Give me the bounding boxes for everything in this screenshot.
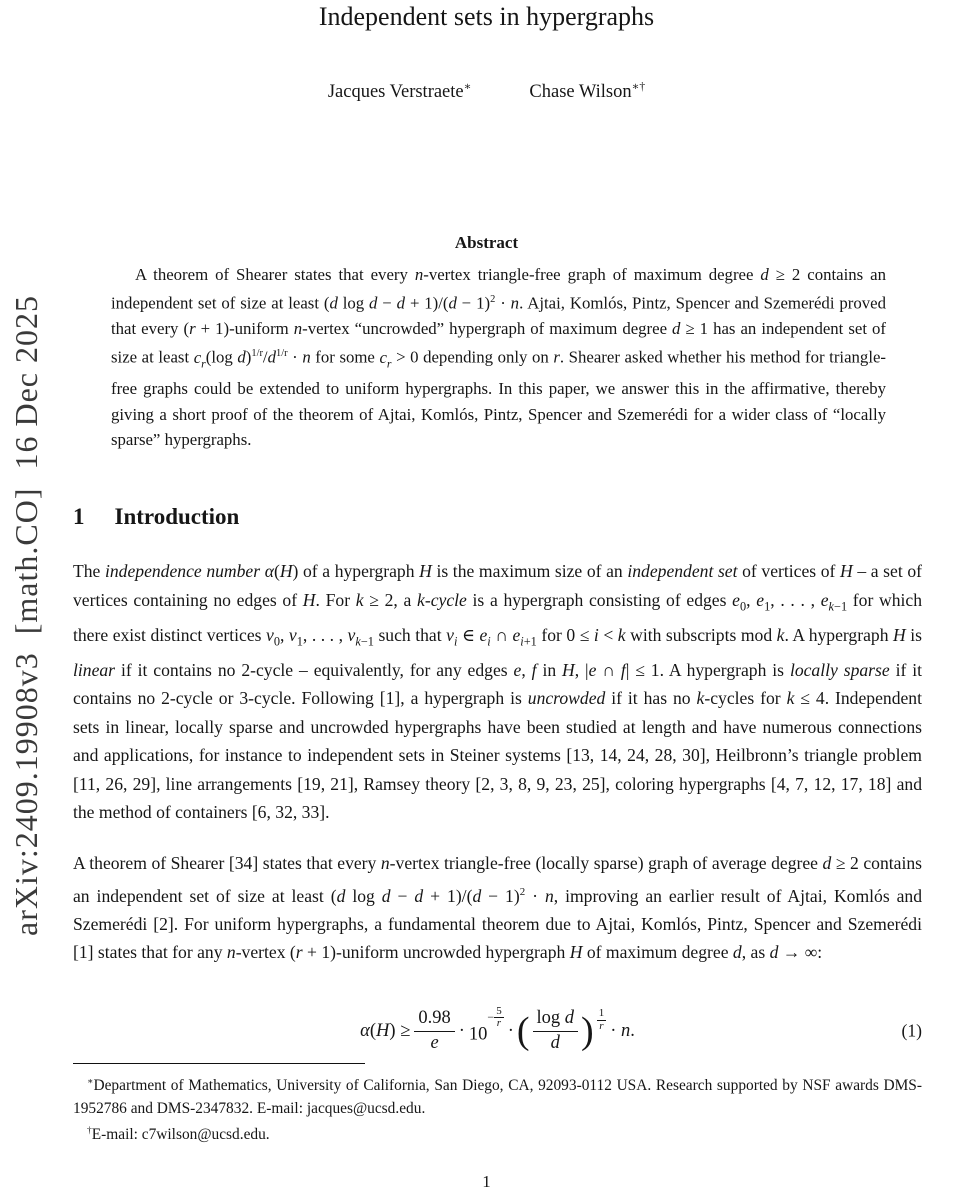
equation-number: (1) [901, 1020, 922, 1041]
author-2 [529, 82, 645, 102]
equation-left-paren: ( [516, 1010, 530, 1052]
equation-right-paren: ) [581, 1010, 594, 1052]
equation-fraction-2-numerator: log d [536, 1008, 575, 1029]
intro-paragraph-1: The independence number α(H) of a hypergraph H is the maximum size of an independent set of vertices of H – a set of vertices containing no edges of H. For k ≥ 2, a k-cycle is a hypergraph consisting of edges $e_0$, $e_1$, . . . , $e_{k-1}$ for which there exist distinct vertices $v_0$, $v_1$, . . . , $v_{k-1}$ such that $v_i$ ∈ $e_i$ ∩ $e_{i+1}$ for 0 ≤ i < k with subscripts mod k. A hypergraph H is linear if it contains no 2-cycle – equivalently, for any edges e, f in H, |e ∩ f| ≤ 1. A hypergraph is locally sparse if it contains no 2-cycle or 3-cycle. Following [1], a hypergraph is uncrowded if it has no k-cycles for k ≤ 4. Independent sets in linear, locally sparse and uncrowded hypergraphs have been studied at length and have numerous connections and applications, for instance to independent sets in Steiner systems [13, 14, 24, 28, 30], Heilbronn’s triangle problem [11, 26, 29], line arrangements [19, 21], Ramsey theory [2, 3, 8, 9, 23, 25], coloring hypergraphs [4, 7, 12, 17, 18] and the method of containers [6, 32, 33]. [73, 561, 923, 823]
page-number: 1 [482, 1172, 491, 1191]
abstract-heading: Abstract [454, 233, 519, 252]
equation-exponent-2-numerator: 1 [598, 1006, 605, 1019]
equation-exponent-1-fraction [494, 1006, 504, 1030]
footnote-area [73, 1063, 922, 1147]
footnote-2: †E-mail: c7wilson@ucsd.edu. [87, 1125, 270, 1144]
footnote-1: ∗Department of Mathematics, University of California, San Diego, CA, 92093-0112 USA. Research supported by NSF awards DMS-1952786 and DMS-2347832. E-mail: jacques@ucsd.edu. [73, 1076, 922, 1117]
equation-fraction-2-denominator: d [533, 1031, 579, 1054]
abstract-text: A theorem of Shearer states that every n-vertex triangle-free graph of maximum degree d ≥ 2 contains an independent set of size at least (d $\log d - d + 1)/(d - 1)^2 \cdot n$. Ajtai, Komlós, Pintz, Spencer and Szemerédi proved that every (r + 1)-uniform n-vertex “uncrowded” hypergraph of maximum degree d ≥ 1 has an independent set of size at least $c_r(\log$ $d)^{1/r}/d^{1/r} \cdot n$ for some $c_r > 0$ depending only on r. Shearer asked whether his method for triangle-free graphs could be extended to uniform hypergraphs. In this paper, we answer this in the affirmative, thereby giving a short proof of the theorem of Ajtai, Komlós, Pintz, Spencer and Szemerédi for a wider class of “locally sparse” hypergraphs. [111, 265, 887, 449]
equation-fraction-1 [414, 1008, 454, 1054]
author-1-mark: ∗ [463, 81, 472, 93]
equation-tail: · n. [610, 1020, 635, 1041]
equation-dot-2: · [507, 1020, 514, 1041]
footnote-rule [73, 1063, 365, 1064]
section-1-number: 1 [73, 504, 85, 529]
intro-paragraph-2: A theorem of Shearer [34] states that every n-vertex triangle-free (locally sparse) graph of average degree d ≥ 2 contains an independent set of size at least (d $\log d - d + 1)/(d - 1)^2 \cdot n$, improving an earlier result of Ajtai, Komlós and Szemerédi [2]. For uniform hypergraphs, a fundamental theorem due to Ajtai, Komlós, Pintz, Spencer and Szemerédi [1] states that for any n-vertex (r + 1)-uniform uncrowded hypergraph H of maximum degree d, as d → ∞: [73, 853, 923, 963]
author-1 [328, 82, 472, 102]
equation-dot-1: · [458, 1020, 465, 1041]
equation-fraction-2 [533, 1008, 579, 1054]
author-1-name: Jacques Verstraete [327, 82, 464, 103]
paper-title: Independent sets in hypergraphs [318, 2, 655, 31]
equation-power-term [468, 1004, 504, 1046]
author-2-mark: ∗† [631, 81, 646, 93]
author-2-name: Chase Wilson [529, 82, 632, 103]
section-1-heading [73, 504, 239, 530]
authors-line [0, 79, 973, 103]
arxiv-watermark: arXiv:2409.19908v3 [math.CO] 16 Dec 2025 [8, 294, 44, 936]
equation-exponent-2-denominator: r [599, 1019, 604, 1032]
equation-lhs: α(H) ≥ [360, 1020, 411, 1041]
equation-exponent-1-denominator: r [496, 1017, 502, 1030]
equation-exponent-2-fraction [597, 1008, 607, 1032]
equation-exponent-1 [487, 1006, 503, 1030]
equation-power-base: 10 [468, 1024, 488, 1045]
equation-exponent-2 [597, 1008, 607, 1032]
equation-1-content [73, 1002, 922, 1060]
equation-exponent-1-sign: − [487, 1010, 495, 1025]
equation-1 [73, 1002, 922, 1060]
equation-exponent-1-numerator: 5 [496, 1004, 502, 1017]
equation-fraction-1-numerator: 0.98 [418, 1008, 451, 1029]
equation-fraction-1-denominator: e [414, 1031, 454, 1054]
section-1-title: Introduction [114, 504, 240, 529]
